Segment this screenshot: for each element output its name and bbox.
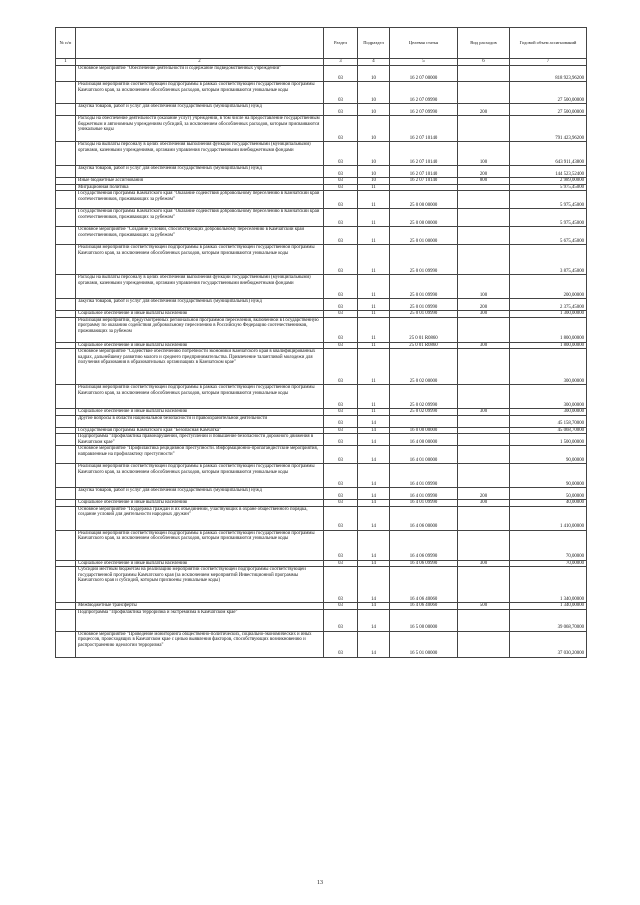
row-name-cell: Основное мероприятие "Создание условий, способствующих добровольному переселению в Камчатский край соотечественников, проживающих за рубежом" bbox=[76, 227, 324, 245]
row-vid-cell bbox=[458, 66, 510, 82]
row-vid-cell bbox=[458, 385, 510, 409]
row-vid-cell bbox=[458, 227, 510, 245]
row-target-cell: 16 4 06 09990 bbox=[390, 530, 458, 560]
row-index-cell bbox=[56, 275, 76, 299]
page-number: 13 bbox=[317, 880, 323, 886]
column-number: 4 bbox=[358, 59, 390, 66]
row-vid-cell bbox=[458, 317, 510, 342]
row-razdel-cell: 03 bbox=[324, 560, 358, 567]
header-vid: Вид расходов bbox=[458, 28, 510, 59]
row-amount-cell: 50,00000 bbox=[510, 488, 587, 500]
row-razdel-cell: 03 bbox=[324, 446, 358, 464]
row-target-cell: 16 2 07 09990 bbox=[390, 104, 458, 116]
row-amount-cell: 70,00000 bbox=[510, 560, 587, 567]
row-amount-cell: 300,00000 bbox=[510, 349, 587, 385]
row-index-cell bbox=[56, 446, 76, 464]
row-vid-cell bbox=[458, 209, 510, 227]
row-index-cell bbox=[56, 116, 76, 142]
table-row bbox=[56, 446, 587, 464]
row-amount-cell: 39 068,70000 bbox=[510, 609, 587, 631]
row-target-cell: 16 2 07 10140 bbox=[390, 116, 458, 142]
row-name-cell: Основное мероприятие "Профилактика рецидивной преступности. Информационно-пропагандистские мероприятия, направленные на профилактику преступности" bbox=[76, 446, 324, 464]
row-name-cell: Расходы на обеспечение деятельности (оказание услуг) учреждений, в том числе на предоставление государственным бюджетным и автономным учреждениям субсидий, за исключением обособленных расходов, которым присваиваются уникальные коды bbox=[76, 116, 324, 142]
row-target-cell: 25 0 00 00000 bbox=[390, 191, 458, 209]
row-amount-cell: 90,00000 bbox=[510, 464, 587, 488]
row-name-cell: Расходы на выплаты персоналу в целях обеспечения выполнения функций государственными (муниципальными) органами, казенными учреждениями, органами управления государственными внебюджетными фондами bbox=[76, 142, 324, 166]
row-amount-cell: 3 875,45000 bbox=[510, 245, 587, 275]
row-vid-cell: 800 bbox=[458, 178, 510, 185]
row-razdel-cell: 03 bbox=[324, 415, 358, 427]
row-podrazdel-cell: 14 bbox=[358, 434, 390, 446]
row-razdel-cell: 03 bbox=[324, 184, 358, 191]
row-razdel-cell: 03 bbox=[324, 209, 358, 227]
table-row bbox=[56, 415, 587, 427]
row-name-cell: Закупка товаров, работ и услуг для обеспечения государственных (муниципальных) нужд bbox=[76, 104, 324, 116]
row-podrazdel-cell: 11 bbox=[358, 342, 390, 349]
row-podrazdel-cell: 11 bbox=[358, 209, 390, 227]
row-name-cell: Социальное обеспечение и иные выплаты населению bbox=[76, 500, 324, 507]
row-index-cell bbox=[56, 464, 76, 488]
row-amount-cell: 70,00000 bbox=[510, 530, 587, 560]
table-row bbox=[56, 209, 587, 227]
row-index-cell bbox=[56, 299, 76, 311]
row-razdel-cell: 03 bbox=[324, 464, 358, 488]
row-razdel-cell: 03 bbox=[324, 603, 358, 610]
row-name-cell: Государственная программа Камчатского края "Безопасная Камчатка" bbox=[76, 427, 324, 434]
row-vid-cell bbox=[458, 464, 510, 488]
row-target-cell: 25 0 01 R0860 bbox=[390, 317, 458, 342]
row-index-cell bbox=[56, 488, 76, 500]
row-name-cell: Социальное обеспечение и иные выплаты населению bbox=[76, 342, 324, 349]
row-podrazdel-cell: 11 bbox=[358, 299, 390, 311]
row-podrazdel-cell: 11 bbox=[358, 385, 390, 409]
row-name-cell: Реализация мероприятий соответствующей подпрограммы в рамках соответствующей государственной программы Камчатского края, за исключением обособленных расходов, которым присваиваются уникальные коды bbox=[76, 385, 324, 409]
row-amount-cell: 5 975,45000 bbox=[510, 191, 587, 209]
row-amount-cell: 2 989,00000 bbox=[510, 178, 587, 185]
header-name bbox=[76, 28, 324, 59]
column-number: 7 bbox=[510, 59, 587, 66]
row-amount-cell: 1 500,00000 bbox=[510, 434, 587, 446]
row-index-cell bbox=[56, 317, 76, 342]
row-amount-cell: 1 340,00000 bbox=[510, 567, 587, 603]
table-row bbox=[56, 245, 587, 275]
row-name-cell: Субсидии местным бюджетам на реализацию мероприятий соответствующей подпрограммы соответствующей государственной программы Камчатского края (за исключением мероприятий Инвестиционной программы Камчатского края и субсидий, которым присвоены уникальные коды) bbox=[76, 567, 324, 603]
row-podrazdel-cell: 11 bbox=[358, 349, 390, 385]
row-name-cell: Социальное обеспечение и иные выплаты населению bbox=[76, 311, 324, 318]
row-name-cell: Реализация мероприятий, предусмотренных региональной программой переселения, включенной в Государственную программу по оказанию содействия добровольному переселению в Российскую Федерацию соотечественников, проживающих за рубежом bbox=[76, 317, 324, 342]
row-amount-cell: 300,00000 bbox=[510, 385, 587, 409]
row-target-cell: 25 0 02 09990 bbox=[390, 409, 458, 416]
row-index-cell bbox=[56, 245, 76, 275]
row-razdel-cell: 03 bbox=[324, 66, 358, 82]
row-vid-cell bbox=[458, 530, 510, 560]
row-target-cell: 16 4 01 09990 bbox=[390, 488, 458, 500]
row-target-cell: 25 0 02 00000 bbox=[390, 349, 458, 385]
header-razdel: Раздел bbox=[324, 28, 358, 59]
table-row bbox=[56, 191, 587, 209]
row-target-cell: 16 4 06 40060 bbox=[390, 603, 458, 610]
row-target-cell bbox=[390, 415, 458, 427]
row-podrazdel-cell: 14 bbox=[358, 631, 390, 657]
row-target-cell: 16 2 07 10140 bbox=[390, 178, 458, 185]
table-row bbox=[56, 142, 587, 166]
row-razdel-cell: 03 bbox=[324, 506, 358, 530]
row-amount-cell: 90,00000 bbox=[510, 446, 587, 464]
table-body bbox=[56, 66, 587, 658]
row-amount-cell: 1 800,00000 bbox=[510, 317, 587, 342]
row-target-cell: 25 0 01 09990 bbox=[390, 245, 458, 275]
table-row bbox=[56, 349, 587, 385]
column-number: 3 bbox=[324, 59, 358, 66]
row-name-cell: Закупка товаров, работ и услуг для обеспечения государственных (муниципальных) нужд bbox=[76, 166, 324, 178]
table-row bbox=[56, 464, 587, 488]
header-index: № п/п bbox=[56, 28, 76, 59]
row-name-cell: Подпрограмма "Профилактика терроризма и экстремизма в Камчатском крае" bbox=[76, 609, 324, 631]
row-razdel-cell: 03 bbox=[324, 166, 358, 178]
row-podrazdel-cell: 10 bbox=[358, 66, 390, 82]
row-target-cell: 16 4 06 40060 bbox=[390, 567, 458, 603]
row-amount-cell: 27 500,00000 bbox=[510, 82, 587, 104]
row-target-cell: 16 4 01 09990 bbox=[390, 464, 458, 488]
row-razdel-cell: 03 bbox=[324, 178, 358, 185]
row-razdel-cell: 03 bbox=[324, 434, 358, 446]
row-razdel-cell: 03 bbox=[324, 116, 358, 142]
table-row bbox=[56, 609, 587, 631]
row-razdel-cell: 03 bbox=[324, 427, 358, 434]
row-podrazdel-cell: 14 bbox=[358, 567, 390, 603]
row-name-cell: Основное мероприятие "Проведение мониторинга общественно-политических, социально-экономических и иных процессов, происходящих в Камчатском крае с целью выявления факторов, способствующих возникновению и распространению идеологии терроризма" bbox=[76, 631, 324, 657]
row-amount-cell: 1 300,00000 bbox=[510, 311, 587, 318]
row-vid-cell: 300 bbox=[458, 409, 510, 416]
row-amount-cell: 45 158,70000 bbox=[510, 415, 587, 427]
row-name-cell: Реализация мероприятий соответствующей подпрограммы в рамках соответствующей государственной программы Камчатского края, за исключением обособленных расходов, которым присваиваются уникальные коды bbox=[76, 464, 324, 488]
row-amount-cell: 27 500,00000 bbox=[510, 104, 587, 116]
row-vid-cell: 200 bbox=[458, 488, 510, 500]
header-podrazdel: Подраздел bbox=[358, 28, 390, 59]
row-index-cell bbox=[56, 385, 76, 409]
row-target-cell: 25 0 01 R0860 bbox=[390, 342, 458, 349]
row-podrazdel-cell: 14 bbox=[358, 446, 390, 464]
row-amount-cell: 144 523,52400 bbox=[510, 166, 587, 178]
row-target-cell: 25 0 01 09990 bbox=[390, 311, 458, 318]
header-amount: Годовой объем ассигнований bbox=[510, 28, 587, 59]
row-amount-cell: 2 375,45000 bbox=[510, 299, 587, 311]
row-amount-cell: 791 423,96200 bbox=[510, 116, 587, 142]
row-razdel-cell: 03 bbox=[324, 349, 358, 385]
row-amount-cell: 5 675,45000 bbox=[510, 227, 587, 245]
row-vid-cell bbox=[458, 567, 510, 603]
row-target-cell: 16 5 01 00000 bbox=[390, 631, 458, 657]
row-razdel-cell: 03 bbox=[324, 488, 358, 500]
row-vid-cell bbox=[458, 631, 510, 657]
column-number: 5 bbox=[390, 59, 458, 66]
row-podrazdel-cell: 10 bbox=[358, 142, 390, 166]
row-podrazdel-cell: 11 bbox=[358, 245, 390, 275]
row-target-cell: 25 0 00 00000 bbox=[390, 209, 458, 227]
row-podrazdel-cell: 14 bbox=[358, 609, 390, 631]
row-vid-cell: 200 bbox=[458, 299, 510, 311]
row-target-cell: 16 4 00 00000 bbox=[390, 434, 458, 446]
row-podrazdel-cell: 14 bbox=[358, 500, 390, 507]
row-podrazdel-cell: 14 bbox=[358, 506, 390, 530]
row-name-cell: Реализация мероприятий соответствующей подпрограммы в рамках соответствующей государственной программы Камчатского края, за исключением обособленных расходов, которым присваиваются уникальные коды bbox=[76, 530, 324, 560]
row-podrazdel-cell: 11 bbox=[358, 317, 390, 342]
row-amount-cell: 40,00000 bbox=[510, 500, 587, 507]
row-target-cell: 16 4 06 09990 bbox=[390, 560, 458, 567]
row-razdel-cell: 03 bbox=[324, 104, 358, 116]
row-amount-cell: 818 923,96200 bbox=[510, 66, 587, 82]
row-vid-cell: 300 bbox=[458, 500, 510, 507]
row-target-cell: 16 4 01 09990 bbox=[390, 500, 458, 507]
table-row bbox=[56, 275, 587, 299]
row-target-cell: 16 4 06 00000 bbox=[390, 506, 458, 530]
row-vid-cell bbox=[458, 415, 510, 427]
row-index-cell bbox=[56, 434, 76, 446]
row-name-cell: Государственная программа Камчатского края "Оказание содействия добровольному переселению в Камчатский край соотечественников, проживающих за рубежом" bbox=[76, 191, 324, 209]
row-vid-cell bbox=[458, 609, 510, 631]
row-podrazdel-cell: 11 bbox=[358, 409, 390, 416]
row-podrazdel-cell: 14 bbox=[358, 464, 390, 488]
row-razdel-cell: 03 bbox=[324, 609, 358, 631]
row-razdel-cell: 03 bbox=[324, 142, 358, 166]
row-index-cell bbox=[56, 191, 76, 209]
row-podrazdel-cell: 11 bbox=[358, 311, 390, 318]
row-vid-cell: 300 bbox=[458, 342, 510, 349]
row-name-cell: Другие вопросы в области национальной безопасности и правоохранительной деятельности bbox=[76, 415, 324, 427]
row-target-cell: 25 0 01 09990 bbox=[390, 299, 458, 311]
row-podrazdel-cell: 14 bbox=[358, 488, 390, 500]
budget-table bbox=[55, 27, 587, 658]
row-razdel-cell: 03 bbox=[324, 227, 358, 245]
row-vid-cell: 200 bbox=[458, 104, 510, 116]
row-podrazdel-cell: 11 bbox=[358, 275, 390, 299]
row-razdel-cell: 03 bbox=[324, 385, 358, 409]
table-row bbox=[56, 299, 587, 311]
column-number: 2 bbox=[76, 59, 324, 66]
table-row bbox=[56, 227, 587, 245]
row-podrazdel-cell: 10 bbox=[358, 116, 390, 142]
table-row bbox=[56, 434, 587, 446]
row-index-cell bbox=[56, 209, 76, 227]
table-row bbox=[56, 385, 587, 409]
row-index-cell bbox=[56, 66, 76, 82]
column-number: 1 bbox=[56, 59, 76, 66]
row-target-cell: 16 2 07 10140 bbox=[390, 142, 458, 166]
row-index-cell bbox=[56, 82, 76, 104]
row-podrazdel-cell: 14 bbox=[358, 415, 390, 427]
row-razdel-cell: 03 bbox=[324, 191, 358, 209]
row-amount-cell: 45 068,70000 bbox=[510, 427, 587, 434]
table-row bbox=[56, 166, 587, 178]
row-name-cell: Основное мероприятие "Содействие обеспечению потребности экономики Камчатского края в квалифицированных кадрах, дальнейшему развитию малого и среднего предпринимательства. Привлечение талантливой молодежи для получения образования в образовательных организациях в Камчатском крае" bbox=[76, 349, 324, 385]
column-number-row bbox=[56, 59, 587, 66]
row-vid-cell bbox=[458, 191, 510, 209]
row-podrazdel-cell: 14 bbox=[358, 603, 390, 610]
row-target-cell: 25 0 02 09990 bbox=[390, 385, 458, 409]
row-amount-cell: 300,00000 bbox=[510, 409, 587, 416]
budget-table-sheet bbox=[55, 27, 586, 658]
row-podrazdel-cell: 14 bbox=[358, 427, 390, 434]
table-row bbox=[56, 317, 587, 342]
row-name-cell: Расходы на выплаты персоналу в целях обеспечения выполнения функций государственными (муниципальными) органами, казенными учреждениями, органами управления государственными внебюджетными фондами bbox=[76, 275, 324, 299]
row-razdel-cell: 03 bbox=[324, 245, 358, 275]
row-name-cell: Закупка товаров, работ и услуг для обеспечения государственных (муниципальных) нужд bbox=[76, 299, 324, 311]
row-vid-cell: 300 bbox=[458, 560, 510, 567]
row-amount-cell: 1 410,00000 bbox=[510, 506, 587, 530]
row-razdel-cell: 03 bbox=[324, 631, 358, 657]
row-index-cell bbox=[56, 567, 76, 603]
header-row bbox=[56, 28, 587, 59]
row-name-cell: Социальное обеспечение и иные выплаты населению bbox=[76, 409, 324, 416]
row-podrazdel-cell: 10 bbox=[358, 104, 390, 116]
row-vid-cell bbox=[458, 446, 510, 464]
row-index-cell bbox=[56, 506, 76, 530]
row-podrazdel-cell: 10 bbox=[358, 82, 390, 104]
row-name-cell: Основное мероприятие "Обеспечение деятельности и содержание подведомственных учреждений" bbox=[76, 66, 324, 82]
row-podrazdel-cell: 14 bbox=[358, 530, 390, 560]
row-target-cell: 16 2 07 10140 bbox=[390, 166, 458, 178]
row-target-cell: 16 2 07 09990 bbox=[390, 82, 458, 104]
row-name-cell: Реализация мероприятий соответствующей подпрограммы в рамках соответствующей государственной программы Камчатского края, за исключением обособленных расходов, которым присваиваются уникальные коды bbox=[76, 245, 324, 275]
row-target-cell: 16 4 01 00000 bbox=[390, 446, 458, 464]
row-target-cell: 16 2 07 00000 bbox=[390, 66, 458, 82]
row-podrazdel-cell: 11 bbox=[358, 227, 390, 245]
row-index-cell bbox=[56, 142, 76, 166]
row-index-cell bbox=[56, 415, 76, 427]
table-row bbox=[56, 506, 587, 530]
row-vid-cell: 500 bbox=[458, 603, 510, 610]
row-name-cell: Реализация мероприятий соответствующей подпрограммы в рамках соответствующей государственной программы Камчатского края, за исключением обособленных расходов, которым присваиваются уникальные коды bbox=[76, 82, 324, 104]
row-name-cell: Закупка товаров, работ и услуг для обеспечения государственных (муниципальных) нужд bbox=[76, 488, 324, 500]
table-row bbox=[56, 104, 587, 116]
row-vid-cell bbox=[458, 349, 510, 385]
row-amount-cell: 5 975,45000 bbox=[510, 184, 587, 191]
row-amount-cell: 643 911,43800 bbox=[510, 142, 587, 166]
table-row bbox=[56, 530, 587, 560]
row-vid-cell bbox=[458, 245, 510, 275]
row-razdel-cell: 03 bbox=[324, 299, 358, 311]
table-row bbox=[56, 631, 587, 657]
row-razdel-cell: 03 bbox=[324, 317, 358, 342]
row-amount-cell: 5 975,45000 bbox=[510, 209, 587, 227]
row-amount-cell: 1 800,00000 bbox=[510, 342, 587, 349]
row-vid-cell: 100 bbox=[458, 142, 510, 166]
row-razdel-cell: 03 bbox=[324, 82, 358, 104]
row-index-cell bbox=[56, 166, 76, 178]
row-vid-cell bbox=[458, 506, 510, 530]
row-razdel-cell: 03 bbox=[324, 342, 358, 349]
row-amount-cell: 1 340,00000 bbox=[510, 603, 587, 610]
row-vid-cell bbox=[458, 82, 510, 104]
row-name-cell: Подпрограмма "Профилактика правонарушений, преступлений и повышение безопасности дорожного движения в Камчатском крае" bbox=[76, 434, 324, 446]
row-podrazdel-cell: 14 bbox=[358, 560, 390, 567]
row-index-cell bbox=[56, 631, 76, 657]
header-target: Целевая статья bbox=[390, 28, 458, 59]
row-amount-cell: 200,00000 bbox=[510, 275, 587, 299]
row-podrazdel-cell: 11 bbox=[358, 191, 390, 209]
row-target-cell: 25 0 01 00000 bbox=[390, 227, 458, 245]
row-podrazdel-cell: 10 bbox=[358, 178, 390, 185]
row-index-cell bbox=[56, 349, 76, 385]
row-index-cell bbox=[56, 530, 76, 560]
row-razdel-cell: 03 bbox=[324, 409, 358, 416]
row-vid-cell: 200 bbox=[458, 166, 510, 178]
row-target-cell: 16 0 00 00000 bbox=[390, 427, 458, 434]
table-row bbox=[56, 567, 587, 603]
column-number: 6 bbox=[458, 59, 510, 66]
row-amount-cell: 37 030,20000 bbox=[510, 631, 587, 657]
row-razdel-cell: 03 bbox=[324, 567, 358, 603]
row-name-cell: Иные бюджетные ассигнования bbox=[76, 178, 324, 185]
row-name-cell: Миграционная политика bbox=[76, 184, 324, 191]
row-razdel-cell: 03 bbox=[324, 311, 358, 318]
row-vid-cell: 300 bbox=[458, 311, 510, 318]
table-row bbox=[56, 116, 587, 142]
row-vid-cell bbox=[458, 434, 510, 446]
row-name-cell: Государственная программа Камчатского края "Оказание содействия добровольному переселению в Камчатский край соотечественников, проживающих за рубежом" bbox=[76, 209, 324, 227]
table-row bbox=[56, 82, 587, 104]
row-podrazdel-cell: 10 bbox=[358, 166, 390, 178]
row-name-cell: Межбюджетные трансферты bbox=[76, 603, 324, 610]
row-target-cell: 16 5 00 00000 bbox=[390, 609, 458, 631]
row-razdel-cell: 03 bbox=[324, 500, 358, 507]
row-podrazdel-cell: 11 bbox=[358, 184, 390, 191]
table-row bbox=[56, 66, 587, 82]
row-name-cell: Основное мероприятие "Поддержка граждан и их объединений, участвующих в охране общественного порядка, создание условий для деятельности народных дружин" bbox=[76, 506, 324, 530]
table-row bbox=[56, 488, 587, 500]
row-razdel-cell: 03 bbox=[324, 275, 358, 299]
row-razdel-cell: 03 bbox=[324, 530, 358, 560]
row-vid-cell bbox=[458, 116, 510, 142]
row-vid-cell: 100 bbox=[458, 275, 510, 299]
row-index-cell bbox=[56, 609, 76, 631]
row-target-cell: 25 0 01 09990 bbox=[390, 275, 458, 299]
row-index-cell bbox=[56, 227, 76, 245]
row-index-cell bbox=[56, 104, 76, 116]
row-name-cell: Социальное обеспечение и иные выплаты населению bbox=[76, 560, 324, 567]
